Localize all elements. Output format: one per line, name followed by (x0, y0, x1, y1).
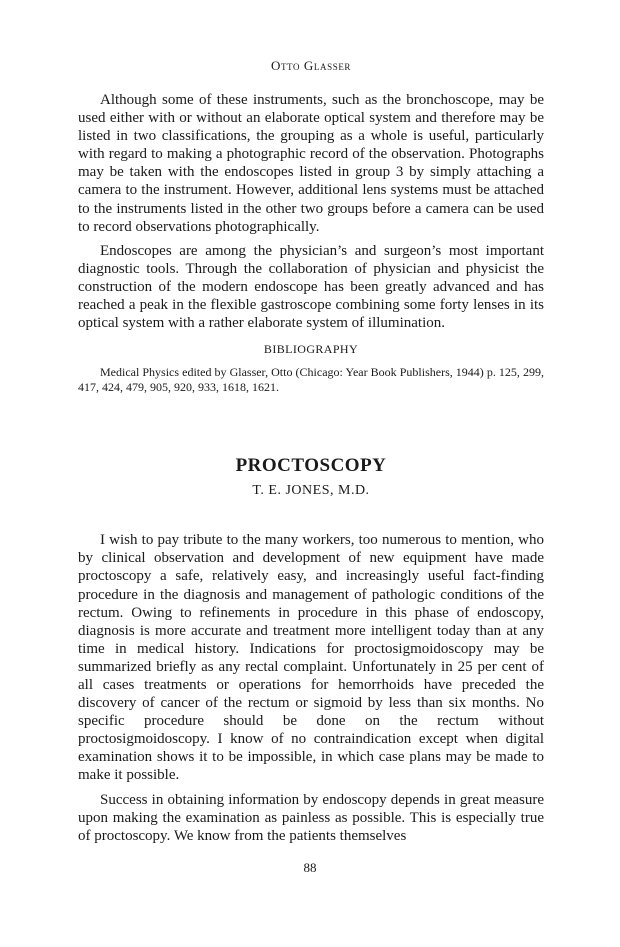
body-paragraph: Endoscopes are among the physician’s and surgeon’s most important diagnostic tools. Through the collaboration of physician and physicist the construction of the modern endoscope has been greatly advanced and has reached a peak in the flexible gastroscope combining some forty lenses in its optical system with a rather elaborate system of illumination. (78, 242, 544, 332)
article-title: PROCTOSCOPY (235, 455, 387, 477)
bibliography-entry: Medical Physics edited by Glasser, Otto (Chicago: Year Book Publishers, 1944) p. 125, 299, 417, 424, 479, 905, 920, 933, 1618, 1621. (78, 365, 544, 395)
body-paragraph: I wish to pay tribute to the many workers, too numerous to mention, who by clinical observation and development of new equipment have made proctoscopy a safe, relatively easy, and increasingly useful fact-finding procedure in the diagnosis and management of pathologic conditions of the rectum. Owing to refinements in procedure in this phase of endoscopy, diagnosis is more accurate and treatment more intelligent today than at any time in medical history. Indications for proctosigmoidoscopy may be summarized briefly as any rectal complaint. Unfortunately in 25 per cent of all cases treatments or operations for hemorrhoids have preceded the discovery of cancer of the rectum or sigmoid by less than six months. No specific procedure should be done on the rectum without proctosigmoidoscopy. I know of no contraindication except when digital examination shows it to be impossible, in which case plans may be made to make it possible. (78, 532, 544, 784)
body-paragraph: Although some of these instruments, such as the bronchoscope, may be used either with or without an elaborate optical system and therefore may be listed in two classifications, the grouping as a whole is useful, particularly with regard to making a photographic record of the observation. Photographs may be taken with the endoscopes listed in group 3 by simply attaching a camera to the instrument. However, additional lens systems must be attached to the instruments listed in the other two groups before a camera can be used to record observations photographically. (78, 92, 544, 235)
running-head: Otto Glasser (270, 58, 352, 73)
document-page (78, 58, 544, 851)
page-number: 88 (303, 860, 317, 875)
article-author: T. E. JONES, M.D. (252, 483, 370, 499)
body-paragraph: Success in obtaining information by endoscopy depends in great measure upon making the examination as painless as possible. This is especially true of proctoscopy. We know from the patients themselves (78, 791, 544, 844)
bibliography-heading: BIBLIOGRAPHY (263, 342, 359, 357)
